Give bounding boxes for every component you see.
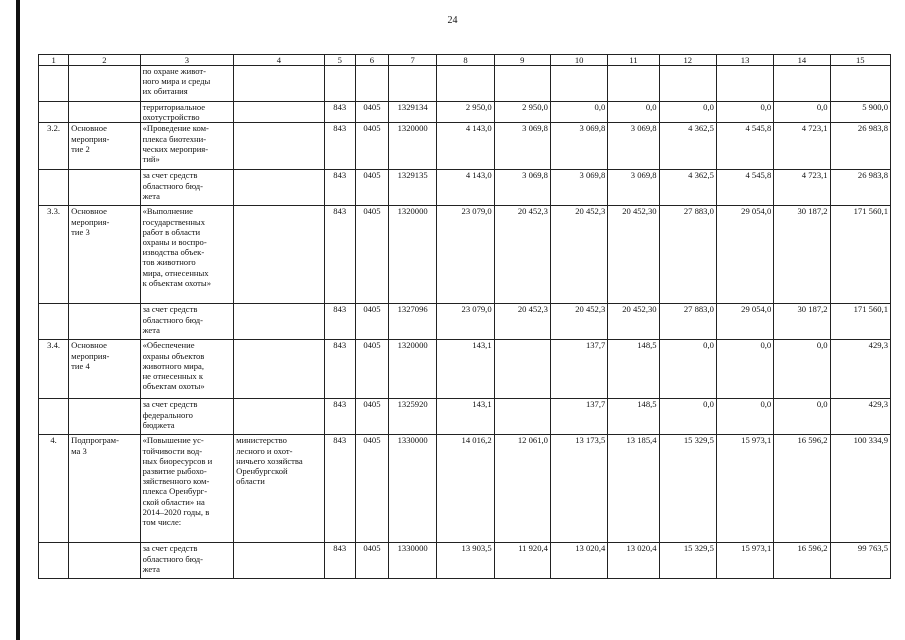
amount-2015: 12 061,0 bbox=[494, 435, 550, 543]
budget-table bbox=[38, 54, 891, 579]
amount-total: 5 900,0 bbox=[830, 102, 890, 123]
target-article: 1320000 bbox=[389, 123, 437, 170]
column-number-10: 10 bbox=[550, 55, 607, 66]
amount-2016: 0,0 bbox=[550, 102, 607, 123]
program-name bbox=[69, 170, 140, 206]
target-article: 1329135 bbox=[389, 170, 437, 206]
amount-2019: 15 973,1 bbox=[716, 543, 773, 579]
event-description: территориальное охотустройство bbox=[140, 102, 234, 123]
table-row bbox=[39, 123, 891, 170]
amount-2014: 2 950,0 bbox=[437, 102, 494, 123]
amount-2020: 4 723,1 bbox=[774, 123, 830, 170]
amount-2017: 0,0 bbox=[608, 102, 659, 123]
amount-2020: 30 187,2 bbox=[774, 206, 830, 304]
amount-2018: 4 362,5 bbox=[659, 123, 716, 170]
section-code: 0405 bbox=[355, 304, 388, 340]
table-row bbox=[39, 399, 891, 435]
amount-2015 bbox=[494, 66, 550, 102]
section-code: 0405 bbox=[355, 123, 388, 170]
item-number: 3.3. bbox=[39, 206, 69, 304]
program-name bbox=[69, 304, 140, 340]
amount-2016: 137,7 bbox=[550, 340, 607, 399]
executor bbox=[234, 543, 325, 579]
event-description: за счет средств областного бюд- жета bbox=[140, 170, 234, 206]
item-number bbox=[39, 66, 69, 102]
amount-2017: 20 452,30 bbox=[608, 206, 659, 304]
executor bbox=[234, 170, 325, 206]
amount-2019: 0,0 bbox=[716, 340, 773, 399]
column-number-12: 12 bbox=[659, 55, 716, 66]
item-number: 4. bbox=[39, 435, 69, 543]
item-number bbox=[39, 543, 69, 579]
executor bbox=[234, 66, 325, 102]
section-code: 0405 bbox=[355, 102, 388, 123]
amount-2017: 148,5 bbox=[608, 340, 659, 399]
amount-2018: 27 883,0 bbox=[659, 206, 716, 304]
column-number-8: 8 bbox=[437, 55, 494, 66]
amount-2015 bbox=[494, 399, 550, 435]
column-number-6: 6 bbox=[355, 55, 388, 66]
grbs-code: 843 bbox=[324, 304, 355, 340]
amount-2017: 20 452,30 bbox=[608, 304, 659, 340]
amount-total bbox=[830, 66, 890, 102]
amount-2017: 3 069,8 bbox=[608, 170, 659, 206]
executor bbox=[234, 304, 325, 340]
amount-total: 429,3 bbox=[830, 340, 890, 399]
amount-2020: 0,0 bbox=[774, 102, 830, 123]
section-code: 0405 bbox=[355, 170, 388, 206]
amount-2015: 3 069,8 bbox=[494, 123, 550, 170]
column-number-3: 3 bbox=[140, 55, 234, 66]
target-article: 1320000 bbox=[389, 340, 437, 399]
grbs-code: 843 bbox=[324, 340, 355, 399]
program-name bbox=[69, 399, 140, 435]
program-name: Подпрограм- ма 3 bbox=[69, 435, 140, 543]
amount-2019 bbox=[716, 66, 773, 102]
amount-2015: 20 452,3 bbox=[494, 304, 550, 340]
column-number-7: 7 bbox=[389, 55, 437, 66]
column-number-14: 14 bbox=[774, 55, 830, 66]
header-row bbox=[39, 55, 891, 66]
event-description: «Выполнение государственных работ в области охраны и воспро- изводства объек- тов животного мира, отнесенных к объектам охоты» bbox=[140, 206, 234, 304]
amount-2015: 2 950,0 bbox=[494, 102, 550, 123]
table-row bbox=[39, 170, 891, 206]
amount-2014: 13 903,5 bbox=[437, 543, 494, 579]
section-code: 0405 bbox=[355, 340, 388, 399]
table-row bbox=[39, 66, 891, 102]
amount-total: 26 983,8 bbox=[830, 123, 890, 170]
section-code: 0405 bbox=[355, 399, 388, 435]
amount-2020: 0,0 bbox=[774, 399, 830, 435]
program-name: Основное мероприя- тие 3 bbox=[69, 206, 140, 304]
target-article bbox=[389, 66, 437, 102]
table-row bbox=[39, 543, 891, 579]
section-code: 0405 bbox=[355, 206, 388, 304]
item-number bbox=[39, 170, 69, 206]
event-description: за счет средств областного бюд- жета bbox=[140, 543, 234, 579]
amount-total: 26 983,8 bbox=[830, 170, 890, 206]
amount-total: 429,3 bbox=[830, 399, 890, 435]
executor bbox=[234, 340, 325, 399]
amount-2017: 3 069,8 bbox=[608, 123, 659, 170]
column-number-11: 11 bbox=[608, 55, 659, 66]
column-number-4: 4 bbox=[234, 55, 325, 66]
amount-2020: 30 187,2 bbox=[774, 304, 830, 340]
column-number-1: 1 bbox=[39, 55, 69, 66]
amount-2018: 0,0 bbox=[659, 399, 716, 435]
amount-2015: 11 920,4 bbox=[494, 543, 550, 579]
item-number: 3.2. bbox=[39, 123, 69, 170]
amount-total: 171 560,1 bbox=[830, 304, 890, 340]
item-number bbox=[39, 399, 69, 435]
amount-2018: 0,0 bbox=[659, 340, 716, 399]
section-code: 0405 bbox=[355, 435, 388, 543]
amount-2019: 4 545,8 bbox=[716, 170, 773, 206]
amount-2016: 13 020,4 bbox=[550, 543, 607, 579]
table-row bbox=[39, 102, 891, 123]
amount-total: 99 763,5 bbox=[830, 543, 890, 579]
amount-2016: 3 069,8 bbox=[550, 123, 607, 170]
amount-2016 bbox=[550, 66, 607, 102]
binding-edge bbox=[16, 0, 20, 640]
amount-2019: 0,0 bbox=[716, 102, 773, 123]
grbs-code: 843 bbox=[324, 435, 355, 543]
amount-2019: 15 973,1 bbox=[716, 435, 773, 543]
event-description: за счет средств областного бюд- жета bbox=[140, 304, 234, 340]
amount-2020: 0,0 bbox=[774, 340, 830, 399]
amount-2018: 15 329,5 bbox=[659, 543, 716, 579]
table-row bbox=[39, 435, 891, 543]
executor bbox=[234, 206, 325, 304]
amount-2020: 16 596,2 bbox=[774, 543, 830, 579]
amount-2014: 14 016,2 bbox=[437, 435, 494, 543]
amount-2019: 29 054,0 bbox=[716, 206, 773, 304]
program-name: Основное мероприя- тие 4 bbox=[69, 340, 140, 399]
event-description: за счет средств федерального бюджета bbox=[140, 399, 234, 435]
amount-2018: 27 883,0 bbox=[659, 304, 716, 340]
column-number-15: 15 bbox=[830, 55, 890, 66]
amount-2017: 13 185,4 bbox=[608, 435, 659, 543]
column-number-9: 9 bbox=[494, 55, 550, 66]
amount-2016: 20 452,3 bbox=[550, 304, 607, 340]
amount-2015: 20 452,3 bbox=[494, 206, 550, 304]
amount-2014: 4 143,0 bbox=[437, 123, 494, 170]
program-name: Основное мероприя- тие 2 bbox=[69, 123, 140, 170]
amount-2018: 4 362,5 bbox=[659, 170, 716, 206]
amount-2017: 13 020,4 bbox=[608, 543, 659, 579]
program-name bbox=[69, 66, 140, 102]
amount-total: 100 334,9 bbox=[830, 435, 890, 543]
grbs-code: 843 bbox=[324, 170, 355, 206]
amount-total: 171 560,1 bbox=[830, 206, 890, 304]
amount-2018: 15 329,5 bbox=[659, 435, 716, 543]
column-number-5: 5 bbox=[324, 55, 355, 66]
item-number bbox=[39, 304, 69, 340]
executor bbox=[234, 102, 325, 123]
amount-2016: 20 452,3 bbox=[550, 206, 607, 304]
amount-2020 bbox=[774, 66, 830, 102]
event-description: «Проведение ком- плекса биотехни- ческих мероприя- тий» bbox=[140, 123, 234, 170]
grbs-code: 843 bbox=[324, 543, 355, 579]
amount-2016: 13 173,5 bbox=[550, 435, 607, 543]
amount-2014: 23 079,0 bbox=[437, 304, 494, 340]
target-article: 1320000 bbox=[389, 206, 437, 304]
page-number: 24 bbox=[447, 15, 458, 26]
grbs-code: 843 bbox=[324, 123, 355, 170]
amount-2014: 4 143,0 bbox=[437, 170, 494, 206]
program-name bbox=[69, 543, 140, 579]
executor: министерство лесного и охот- ничьего хозяйства Оренбургской области bbox=[234, 435, 325, 543]
amount-2020: 4 723,1 bbox=[774, 170, 830, 206]
target-article: 1330000 bbox=[389, 435, 437, 543]
event-description: «Повышение ус- тойчивости вод- ных биоресурсов и развитие рыбохо- зяйственного ком- плекса Оренбург- ской области» на 2014–2020 годы, в том числе: bbox=[140, 435, 234, 543]
amount-2016: 137,7 bbox=[550, 399, 607, 435]
amount-2019: 29 054,0 bbox=[716, 304, 773, 340]
table-row bbox=[39, 340, 891, 399]
grbs-code: 843 bbox=[324, 206, 355, 304]
program-name bbox=[69, 102, 140, 123]
amount-2017: 148,5 bbox=[608, 399, 659, 435]
item-number bbox=[39, 102, 69, 123]
amount-2020: 16 596,2 bbox=[774, 435, 830, 543]
table-row bbox=[39, 206, 891, 304]
event-description: «Обеспечение охраны объектов животного мира, не отнесенных к объектам охоты» bbox=[140, 340, 234, 399]
amount-2019: 4 545,8 bbox=[716, 123, 773, 170]
amount-2019: 0,0 bbox=[716, 399, 773, 435]
section-code bbox=[355, 66, 388, 102]
grbs-code: 843 bbox=[324, 399, 355, 435]
amount-2018: 0,0 bbox=[659, 102, 716, 123]
grbs-code bbox=[324, 66, 355, 102]
target-article: 1325920 bbox=[389, 399, 437, 435]
amount-2014: 143,1 bbox=[437, 340, 494, 399]
column-number-13: 13 bbox=[716, 55, 773, 66]
item-number: 3.4. bbox=[39, 340, 69, 399]
amount-2014 bbox=[437, 66, 494, 102]
target-article: 1330000 bbox=[389, 543, 437, 579]
amount-2015 bbox=[494, 340, 550, 399]
amount-2014: 143,1 bbox=[437, 399, 494, 435]
amount-2015: 3 069,8 bbox=[494, 170, 550, 206]
amount-2016: 3 069,8 bbox=[550, 170, 607, 206]
amount-2018 bbox=[659, 66, 716, 102]
amount-2017 bbox=[608, 66, 659, 102]
grbs-code: 843 bbox=[324, 102, 355, 123]
executor bbox=[234, 399, 325, 435]
event-description: по охране живот- ного мира и среды их обитания bbox=[140, 66, 234, 102]
amount-2014: 23 079,0 bbox=[437, 206, 494, 304]
target-article: 1327096 bbox=[389, 304, 437, 340]
table-row bbox=[39, 304, 891, 340]
executor bbox=[234, 123, 325, 170]
target-article: 1329134 bbox=[389, 102, 437, 123]
column-number-2: 2 bbox=[69, 55, 140, 66]
section-code: 0405 bbox=[355, 543, 388, 579]
